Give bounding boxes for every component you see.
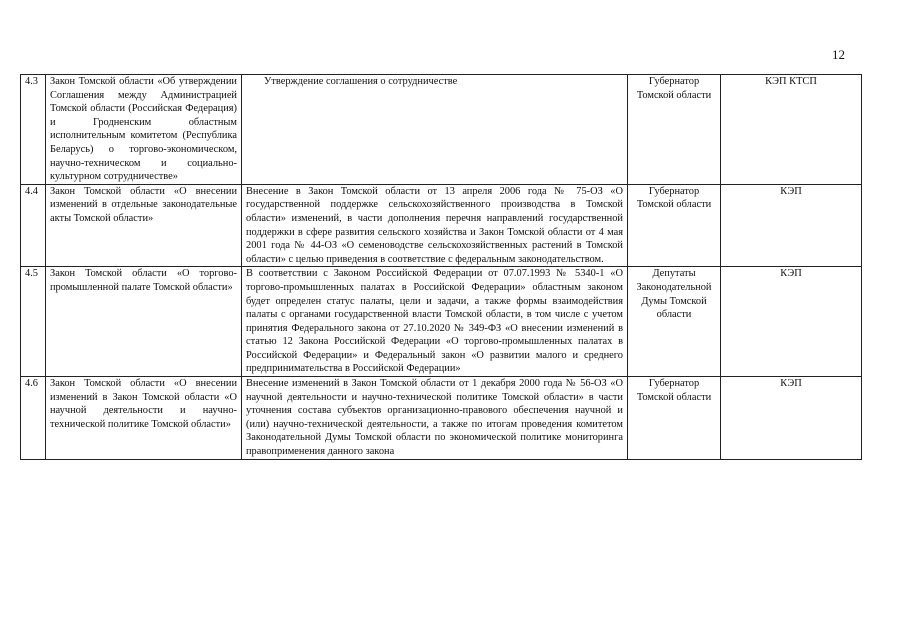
law-name: Закон Томской области «О внесении изменений в Закон Томской области «О научной деятельности и научно-технической политике Томской области» [46,377,242,460]
law-description: Утверждение соглашения о сотрудничестве [242,75,628,185]
committee-code: КЭП КТСП [721,75,862,185]
responsible-party: Губернатор Томской области [628,184,721,267]
committee-code: КЭП [721,184,862,267]
row-number: 4.4 [21,184,46,267]
law-name: Закон Томской области «О внесении изменений в отдельные законодательные акты Томской области» [46,184,242,267]
row-number: 4.3 [21,75,46,185]
law-description: В соответствии с Законом Российской Федерации от 07.07.1993 № 5340-1 «О торгово-промышленных палатах в Российской Федерации» областным законом будет определен статус палаты, цели и задачи, а также формы взаимодействия палаты с органами государственной власти Томской области, в том числе с учетом принятия Федерального закона от 27.10.2020 № 349-ФЗ «О внесении изменений в статью 12 Закона Российской Федерации «О торгово-промышленных палатах в Российской Федерации» и Федеральный закон «О развитии малого и среднего предпринимательства в Российской Федерации» [242,267,628,377]
law-name: Закон Томской области «О торгово-промышленной палате Томской области» [46,267,242,377]
table-row [21,75,862,185]
responsible-party: Губернатор Томской области [628,75,721,185]
table-row [21,267,862,377]
responsible-party: Губернатор Томской области [628,377,721,460]
law-name: Закон Томской области «Об утверждении Соглашения между Администрацией Томской области (Российская Федерация) и Гродненским областным исполнительным комитетом (Республика Беларусь) о торгово-экономическом, научно-техническом и социально-культурном сотрудничестве» [46,75,242,185]
law-description: Внесение в Закон Томской области от 13 апреля 2006 года № 75-ОЗ «О государственной поддержке сельскохозяйственного производства в Томской области» изменений, в части дополнения перечня направлений государственной поддержки в сфере развития сельского хозяйства и Закон Томской области от 4 мая 2001 года № 44-ОЗ «О семеноводстве сельскохозяйственных растений в Томской области» с целью приведения в соответствие с федеральным законодательством. [242,184,628,267]
table-row [21,184,862,267]
table-row [21,377,862,460]
responsible-party: Депутаты Законодательной Думы Томской области [628,267,721,377]
law-description: Внесение изменений в Закон Томской области от 1 декабря 2000 года № 56-ОЗ «О научной деятельности и научно-технической политике Томской области» в части уточнения состава субъектов организационно-правового обеспечения научной и (или) научно-технической деятельности, а также по итогам проведения комитетом Законодательной Думы Томской области по экономической политике мониторинга правоприменения данного закона [242,377,628,460]
row-number: 4.5 [21,267,46,377]
row-number: 4.6 [21,377,46,460]
page-number: 12 [832,47,845,62]
committee-code: КЭП [721,267,862,377]
legislation-table [20,74,862,460]
committee-code: КЭП [721,377,862,460]
